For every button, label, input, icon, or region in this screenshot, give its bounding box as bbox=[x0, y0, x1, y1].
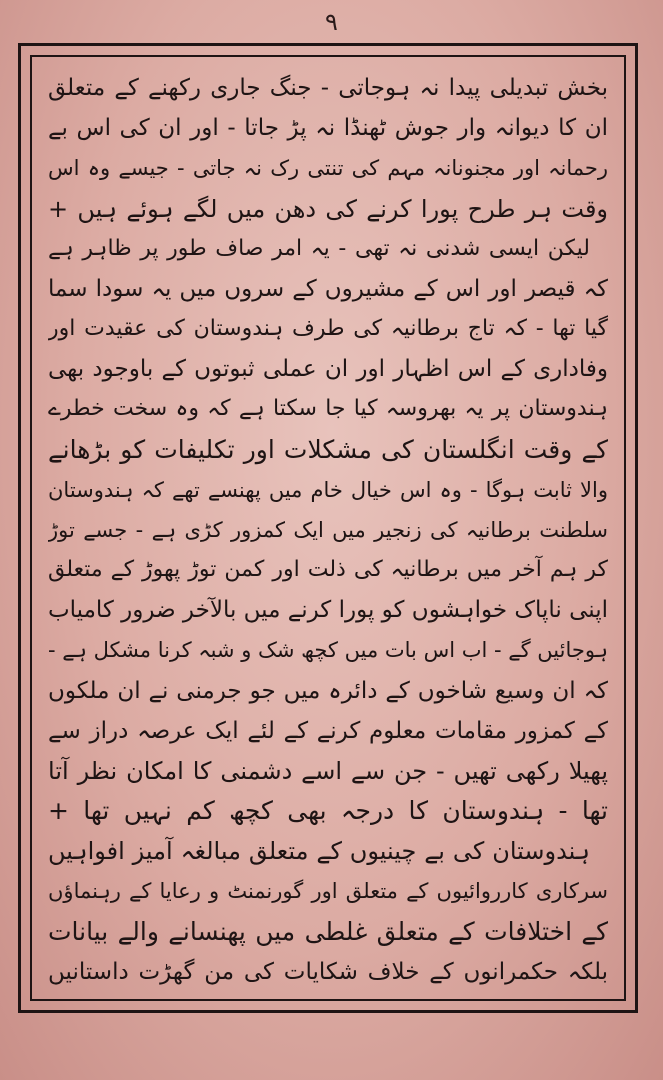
text-line: سرکاری کارروائیوں کے متعلق اور گورنمنٹ و رعایا کے رہنماؤں bbox=[48, 879, 608, 904]
text-line: وفاداری کے اس اظہار اور ان عملی ثبوتوں کے باوجود بھی bbox=[48, 356, 608, 383]
text-line: ہوجائیں گے - اب اس بات میں کچھ شک و شبہ کرنا مشکل ہے - bbox=[48, 638, 608, 663]
text-line: کے اختلافات کے متعلق غلطی میں پھنسانے والے بیانات bbox=[48, 916, 608, 946]
page-number: ۹ bbox=[325, 8, 338, 36]
text-line: اپنی ناپاک خواہشوں کو پورا کرنے میں بالآخر ضرور کامیاب bbox=[48, 597, 608, 624]
text-line: ہندوستان کی بے چینیوں کے متعلق مبالغہ آمیز افواہیں bbox=[48, 837, 590, 866]
text-line: والا ثابت ہوگا - وہ اس خیال خام میں پھنسے تھے کہ ہندوستان bbox=[48, 477, 608, 502]
text-line: کہ قیصر اور اس کے مشیروں کے سروں میں یہ سودا سما bbox=[48, 275, 608, 302]
text-line: بلکہ حکمرانوں کے خلاف شکایات کی من گھڑت داستانیں bbox=[48, 958, 608, 985]
text-line: ہندوستان پر یہ بھروسہ کیا جا سکتا ہے کہ وہ سخت خطرے bbox=[48, 396, 608, 422]
text-line: کے وقت انگلستان کی مشکلات اور تکلیفات کو بڑھانے bbox=[48, 434, 608, 464]
text-line: پھیلا رکھی تھیں - جن سے اسے دشمنی کا امکان نظر آتا bbox=[48, 756, 608, 785]
text-line: رحمانہ اور مجنونانہ مہم کی تنتی رک نہ جاتی - جیسے وہ اس bbox=[48, 156, 608, 181]
text-line: وقت ہر طرح پورا کرنے کی دھن میں لگے ہوئے ہیں + bbox=[48, 194, 608, 223]
text-line: لیکن ایسی شدنی نہ تھی - یہ امر صاف طور پر ظاہر ہے bbox=[48, 235, 590, 261]
text-line: کہ ان وسیع شاخوں کے دائرہ میں جو جرمنی نے ان ملکوں bbox=[48, 677, 608, 704]
text-line: تھا - ہندوستان کا درجہ بھی کچھ کم نہیں تھا + bbox=[48, 796, 608, 826]
text-line: سلطنت برطانیہ کی زنجیر میں ایک کمزور کڑی ہے - جسے توڑ bbox=[48, 517, 608, 542]
text-line: ان کا دیوانہ وار جوش ٹھنڈا نہ پڑ جاتا - اور ان کی اس بے bbox=[48, 115, 608, 142]
text-line: بخش تبدیلی پیدا نہ ہوجاتی - جنگ جاری رکھنے کے متعلق bbox=[48, 75, 608, 101]
text-block bbox=[30, 55, 626, 1001]
text-line: کے کمزور مقامات معلوم کرنے کے لئے ایک عرصہ دراز سے bbox=[48, 717, 608, 744]
text-line: گیا تھا - کہ تاج برطانیہ کی طرف ہندوستان کی عقیدت اور bbox=[48, 316, 608, 342]
text-line: کر ہم آخر میں برطانیہ کی ذلت اور کمن توڑ پھوڑ کے متعلق bbox=[48, 557, 608, 583]
